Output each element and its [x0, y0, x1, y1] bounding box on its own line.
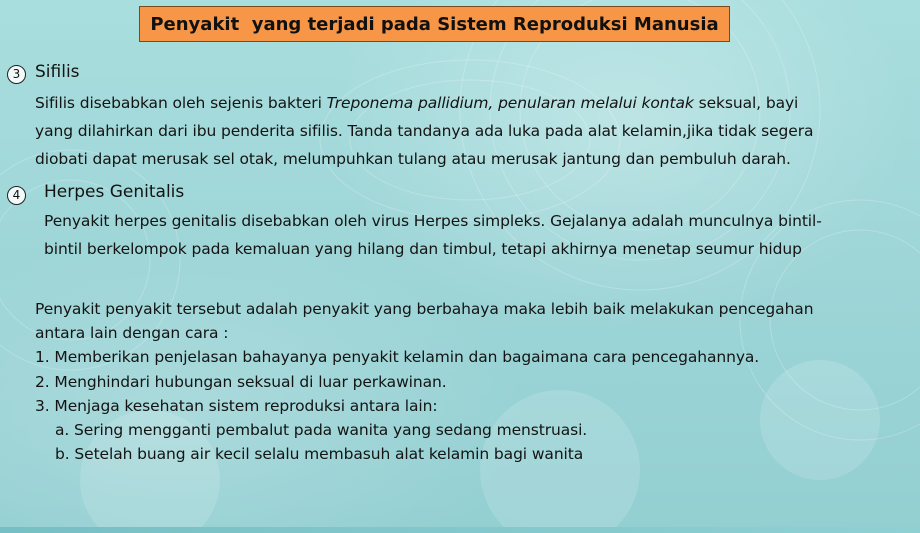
- section-heading-sifilis: Sifilis: [35, 62, 80, 82]
- prevention-item-3: 3. Menjaga kesehatan sistem reproduksi antara lain:: [35, 396, 438, 415]
- herpes-line-1: Penyakit herpes genitalis disebabkan oleh virus Herpes simpleks. Gejalanya adalah munculnya bintil-: [44, 212, 822, 230]
- prevention-intro-1: Penyakit penyakit tersebut adalah penyakit yang berbahaya maka lebih baik melakukan pencegahan: [35, 300, 814, 318]
- section-number-badge: 3: [7, 65, 26, 84]
- bacteria-name-italic: Treponema pallidium, penularan melalui kontak: [326, 94, 694, 112]
- sifilis-line-1: Sifilis disebabkan oleh sejenis bakteri Treponema pallidium, penularan melalui kontak seksual, bayi: [35, 94, 799, 112]
- herpes-line-2: bintil berkelompok pada kemaluan yang hilang dan timbul, tetapi akhirnya menetap seumur hidup: [44, 240, 802, 258]
- page-title: Penyakit yang terjadi pada Sistem Reproduksi Manusia: [139, 6, 730, 42]
- prevention-item-2: 2. Menghindari hubungan seksual di luar perkawinan.: [35, 372, 447, 391]
- section-number-badge: 4: [7, 186, 26, 205]
- prevention-sub-b: b. Setelah buang air kecil selalu membasuh alat kelamin bagi wanita: [55, 445, 584, 464]
- sifilis-paragraph: [35, 89, 813, 173]
- prevention-sub-a: a. Sering mengganti pembalut pada wanita yang sedang menstruasi.: [55, 421, 588, 440]
- sifilis-line-2: yang dilahirkan dari ibu penderita sifilis. Tanda tandanya ada luka pada alat kelamin,jika tidak segera: [35, 122, 814, 140]
- herpes-paragraph: [44, 207, 822, 263]
- prevention-block: [35, 297, 813, 466]
- prevention-intro-2: antara lain dengan cara :: [35, 324, 229, 343]
- sifilis-line-3: diobati dapat merusak sel otak, melumpuhkan tulang atau merusak jantung dan pembuluh darah.: [35, 150, 791, 168]
- bottom-band: [0, 527, 920, 533]
- section-heading-herpes: Herpes Genitalis: [44, 182, 185, 202]
- prevention-item-1: 1. Memberikan penjelasan bahayanya penyakit kelamin dan bagaimana cara pencegahannya.: [35, 348, 760, 367]
